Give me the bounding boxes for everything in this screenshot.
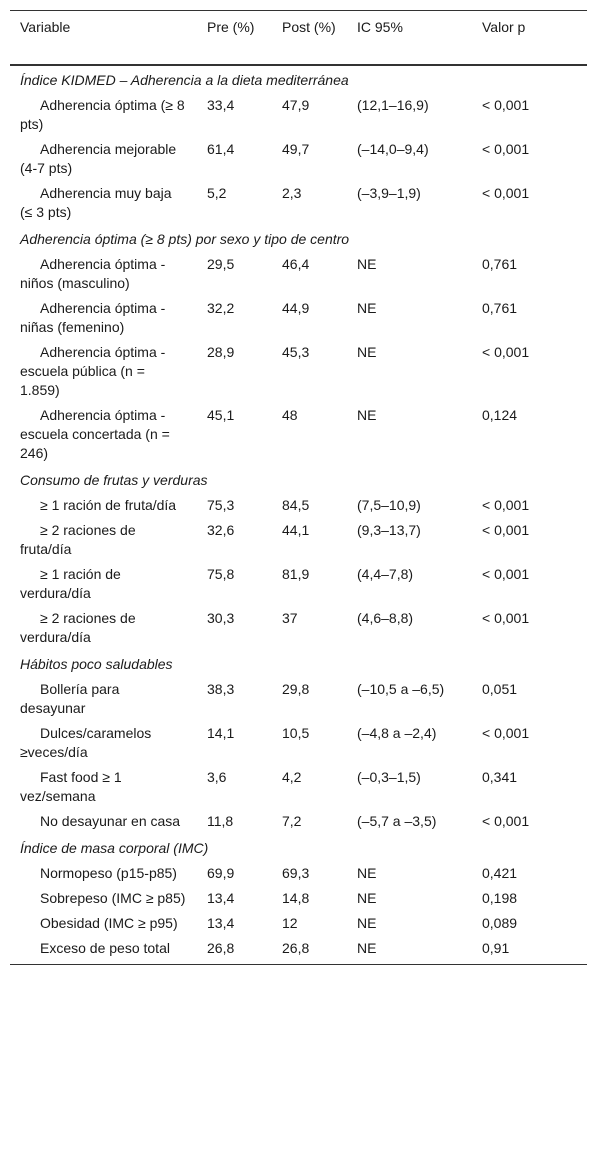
- cell-p: < 0,001: [482, 140, 530, 157]
- cell-ic: (12,1–16,9): [357, 96, 429, 113]
- cell-ic: (7,5–10,9): [357, 496, 421, 513]
- table-row: [10, 518, 587, 562]
- table-row: [10, 93, 587, 137]
- cell-p: < 0,001: [482, 724, 530, 741]
- cell-post: 48: [282, 406, 298, 423]
- section-title: Índice KIDMED – Adherencia a la dieta mediterránea: [20, 71, 349, 88]
- cell-p: 0,198: [482, 889, 518, 906]
- cell-pre: 75,8: [207, 565, 235, 582]
- cell-ic: (–4,8 a –2,4): [357, 724, 437, 741]
- table-row: [10, 911, 587, 936]
- cell-variable: Adherencia muy baja (≤ 3 pts): [20, 184, 172, 220]
- cell-variable: Normopeso (p15-p85): [40, 864, 177, 881]
- cell-p: < 0,001: [482, 96, 530, 113]
- cell-variable: Exceso de peso total: [10, 936, 197, 965]
- cell-pre: 75,3: [207, 496, 235, 513]
- cell-post: 4,2: [282, 768, 302, 785]
- cell-ic: (–10,5 a –6,5): [357, 680, 445, 697]
- cell-p: 0,761: [482, 255, 518, 272]
- header-variable: Variable: [10, 11, 197, 65]
- cell-variable: Bollería para desayunar: [20, 680, 120, 716]
- cell-ic: NE: [357, 864, 377, 881]
- cell-pre: 14,1: [207, 724, 235, 741]
- cell-p: 0,051: [482, 680, 518, 697]
- table-row: [10, 721, 587, 765]
- section-row: [10, 650, 587, 677]
- cell-variable: ≥ 2 raciones de verdura/día: [20, 609, 136, 645]
- cell-p: 0,421: [482, 864, 518, 881]
- cell-p: 0,124: [482, 406, 518, 423]
- section-row: [10, 65, 587, 93]
- cell-ic: NE: [357, 406, 377, 423]
- cell-ic: (–0,3–1,5): [357, 768, 421, 785]
- cell-ic: (9,3–13,7): [357, 521, 421, 538]
- cell-pre: 13,4: [207, 889, 235, 906]
- cell-p: 0,089: [482, 914, 518, 931]
- cell-post: 46,4: [282, 255, 310, 272]
- section-title: Índice de masa corporal (IMC): [20, 839, 209, 856]
- header-post: Post (%): [272, 11, 347, 65]
- cell-pre: 29,5: [207, 255, 235, 272]
- table-body: [10, 65, 587, 965]
- header-row: [10, 11, 587, 65]
- cell-p: < 0,001: [482, 609, 530, 626]
- cell-post: 44,1: [282, 521, 310, 538]
- cell-variable: Adherencia óptima - niños (masculino): [20, 255, 166, 291]
- section-row: [10, 834, 587, 861]
- cell-p: < 0,001: [482, 496, 530, 513]
- cell-ic: NE: [357, 255, 377, 272]
- section-title: Adherencia óptima (≥ 8 pts) por sexo y tipo de centro: [20, 230, 350, 247]
- cell-p: < 0,001: [482, 343, 530, 360]
- cell-pre: 11,8: [207, 812, 234, 829]
- results-table: [10, 10, 587, 965]
- section-title: Hábitos poco saludables: [20, 655, 173, 672]
- cell-post: 12: [282, 914, 298, 931]
- cell-post: 10,5: [282, 724, 310, 741]
- cell-pre: 30,3: [207, 609, 235, 626]
- cell-ic: (4,4–7,8): [357, 565, 414, 582]
- cell-post: 7,2: [282, 812, 302, 829]
- header-pre: Pre (%): [197, 11, 272, 65]
- cell-post: 69,3: [282, 864, 310, 881]
- cell-variable: Fast food ≥ 1 vez/semana: [20, 768, 122, 804]
- cell-ic: NE: [357, 343, 377, 360]
- cell-pre: 33,4: [207, 96, 235, 113]
- cell-variable: Sobrepeso (IMC ≥ p85): [40, 889, 186, 906]
- cell-ic: NE: [357, 299, 377, 316]
- table-row: [10, 403, 587, 466]
- cell-ic: NE: [357, 914, 377, 931]
- table-header: [10, 11, 587, 65]
- cell-pre: 69,9: [207, 864, 235, 881]
- cell-p: < 0,001: [482, 521, 530, 538]
- cell-p: < 0,001: [482, 565, 530, 582]
- cell-variable: Adherencia óptima - niñas (femenino): [20, 299, 166, 335]
- table-row: [10, 765, 587, 809]
- table-row: [10, 296, 587, 340]
- cell-pre: 13,4: [207, 914, 235, 931]
- table-row: [10, 562, 587, 606]
- cell-post: 14,8: [282, 889, 310, 906]
- cell-post: 47,9: [282, 96, 310, 113]
- table-row: [10, 809, 587, 834]
- cell-post: 29,8: [282, 680, 310, 697]
- cell-pre: 32,2: [207, 299, 235, 316]
- cell-p: 0,91: [472, 936, 587, 965]
- cell-pre: 28,9: [207, 343, 235, 360]
- cell-p: < 0,001: [482, 812, 530, 829]
- section-row: [10, 466, 587, 493]
- cell-ic: (–5,7 a –3,5): [357, 812, 437, 829]
- cell-p: 0,761: [482, 299, 518, 316]
- cell-post: 81,9: [282, 565, 310, 582]
- cell-pre: 5,2: [207, 184, 227, 201]
- cell-variable: Adherencia óptima - escuela pública (n = 1.859): [20, 343, 166, 398]
- cell-post: 49,7: [282, 140, 310, 157]
- table-row: [10, 252, 587, 296]
- table-row: [10, 606, 587, 650]
- section-title: Consumo de frutas y verduras: [20, 471, 208, 488]
- table-row: [10, 886, 587, 911]
- cell-p: < 0,001: [482, 184, 530, 201]
- table-row: [10, 181, 587, 225]
- cell-pre: 26,8: [197, 936, 272, 965]
- cell-variable: ≥ 1 ración de verdura/día: [20, 565, 121, 601]
- cell-variable: Dulces/caramelos ≥veces/día: [20, 724, 152, 760]
- header-ic: IC 95%: [347, 11, 472, 65]
- table-row: [10, 137, 587, 181]
- cell-variable: Adherencia mejorable (4-7 pts): [20, 140, 177, 176]
- cell-p: 0,341: [482, 768, 518, 785]
- cell-post: 2,3: [282, 184, 302, 201]
- cell-ic: NE: [347, 936, 472, 965]
- cell-variable: Obesidad (IMC ≥ p95): [40, 914, 178, 931]
- cell-post: 44,9: [282, 299, 310, 316]
- cell-variable: Adherencia óptima - escuela concertada (n = 246): [20, 406, 170, 461]
- cell-variable: ≥ 2 raciones de fruta/día: [20, 521, 136, 557]
- table-row: [10, 677, 587, 721]
- cell-ic: (4,6–8,8): [357, 609, 414, 626]
- table-row: [10, 493, 587, 518]
- cell-ic: (–14,0–9,4): [357, 140, 429, 157]
- cell-variable: ≥ 1 ración de fruta/día: [40, 496, 177, 513]
- cell-post: 37: [282, 609, 298, 626]
- cell-post: 26,8: [272, 936, 347, 965]
- cell-ic: (–3,9–1,9): [357, 184, 421, 201]
- cell-post: 45,3: [282, 343, 310, 360]
- table-row: [10, 936, 587, 965]
- cell-pre: 32,6: [207, 521, 235, 538]
- cell-pre: 61,4: [207, 140, 235, 157]
- cell-post: 84,5: [282, 496, 310, 513]
- cell-pre: 3,6: [207, 768, 227, 785]
- table-row: [10, 340, 587, 403]
- table-row: [10, 861, 587, 886]
- cell-pre: 45,1: [207, 406, 235, 423]
- cell-pre: 38,3: [207, 680, 235, 697]
- header-p-value: Valor p: [472, 11, 587, 65]
- cell-variable: No desayunar en casa: [40, 812, 181, 829]
- cell-ic: NE: [357, 889, 377, 906]
- cell-variable: Adherencia óptima (≥ 8 pts): [20, 96, 185, 132]
- section-row: [10, 225, 587, 252]
